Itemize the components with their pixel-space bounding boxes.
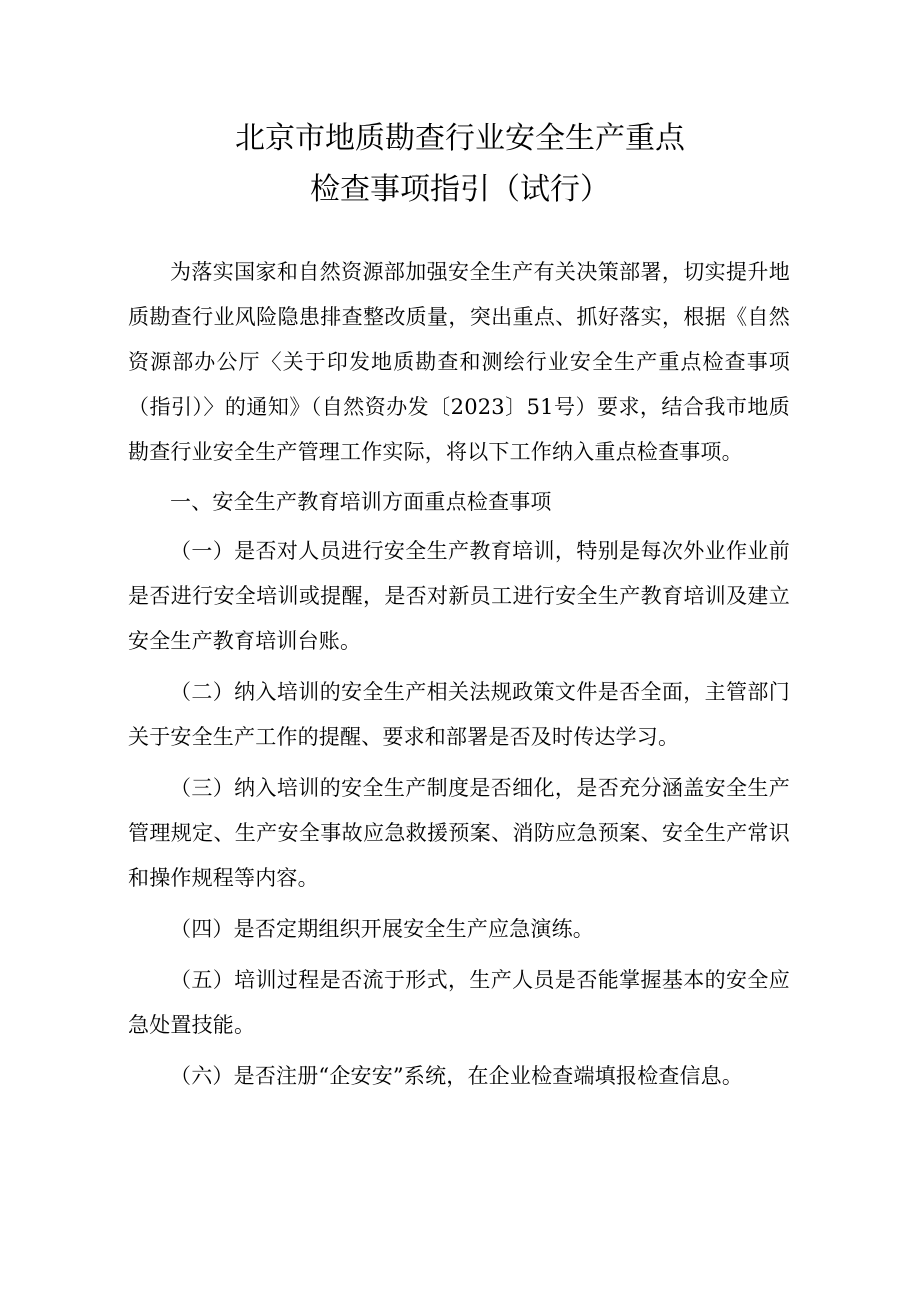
document-title-line1: 北京市地质勘查行业安全生产重点 bbox=[235, 121, 685, 156]
check-item-3: （三）纳入培训的安全生产制度是否细化，是否充分涵盖安全生产管理规定、生产安全事故应急救援预案、消防应急预案、安全生产常识和操作规程等内容。 bbox=[128, 776, 790, 890]
check-item-1: （一）是否对人员进行安全生产教育培训，特别是每次外业作业前是否进行安全培训或提醒，是否对新员工进行安全生产教育培训及建立安全生产教育培训台账。 bbox=[128, 539, 790, 653]
check-item-5: （五）培训过程是否流于形式，生产人员是否能掌握基本的安全应急处置技能。 bbox=[128, 968, 790, 1037]
check-item-2: （二）纳入培训的安全生产相关法规政策文件是否全面，主管部门关于安全生产工作的提醒、要求和部署是否及时传达学习。 bbox=[128, 680, 790, 749]
document-title-line2: 检查事项指引（试行） bbox=[310, 172, 610, 207]
intro-paragraph: 为落实国家和自然资源部加强安全生产有关决策部署，切实提升地质勘查行业风险隐患排查整改质量，突出重点、抓好落实，根据《自然资源部办公厅〈关于印发地质勘查和测绘行业安全生产重点检查事项（指引）〉的通知》（自然资办发〔2023〕51号）要求，结合我市地质勘查行业安全生产管理工作实际，将以下工作纳入重点检查事项。 bbox=[128, 260, 790, 464]
section-heading: 一、安全生产教育培训方面重点检查事项 bbox=[170, 490, 552, 514]
check-item-6: （六）是否注册“企安安”系统，在企业检查端填报检查信息。 bbox=[170, 1064, 744, 1088]
document-body bbox=[128, 250, 790, 1105]
check-item-4: （四）是否定期组织开展安全生产应急演练。 bbox=[170, 917, 594, 941]
